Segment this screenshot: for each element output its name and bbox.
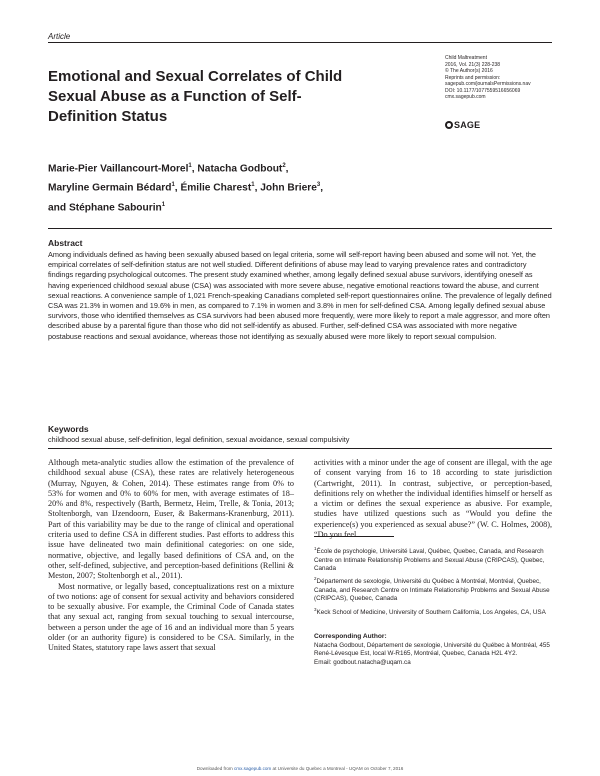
doi[interactable]: DOI: 10.1177/1077559516656069 — [445, 87, 521, 94]
body-paragraph: Most normative, or legally based, conceptualizations rest on a mixture of two notions: age of consent for sexual activity and behaviors considered to be sexually abusive. For example, the Criminal Code of Canada states that any sexual act, ranging from sexual touching to sexual intercourse, between a person under the age of 16 and an individual more than 5 years older (or an authority figure) is considered to be CSA. Similarly, in the United States, statutory rape laws assert that sexual — [48, 581, 294, 653]
download-link[interactable]: cmx.sagepub.com — [233, 766, 272, 771]
article-title: Emotional and Sexual Correlates of Child Sexual Abuse as a Function of Self-Definition Status — [48, 68, 343, 125]
author-affiliation-mark: 1 — [188, 163, 192, 169]
author-name: Maryline Germain Bédard — [48, 182, 172, 194]
author-name: and Stéphane Sabourin — [48, 202, 162, 214]
abstract-heading: Abstract — [48, 238, 83, 248]
corresponding-author-email[interactable]: Email: godbout.natacha@uqam.ca — [314, 658, 411, 666]
body-paragraph: Although meta-analytic studies allow the estimation of the prevalence of childhood sexual abuse (CSA), these rates are relatively heterogeneous (Murray, Nguyen, & Cohen, 2014). These estimates range from 0% to 53% for women and 0% to 60% for men, with average estimates of 18–20% and 8%, respectively (Barth, Bermetz, Heim, Trelle, & Tonia, 2013; Stoltenborgh, van IJzendoorn, Euser, & Bakermans-Kranenburg, 2011). Part of this variability may be due to the range of clinical and operational criteria used to define CSA in different studies. Past efforts to address this issue have delineated two main definitional categories: on one side, normative, objective, and legally based definitions of CSA and, on the other, self-defined, subjective, and perception-based definitions (Rellini & Meston, 2007; Stoltenborgh et al., 2011). — [48, 458, 294, 581]
author-name: Marie-Pier Vaillancourt-Morel — [48, 163, 189, 175]
affiliation-item: $^1$École de psychologie, Université Laval, Québec, Quebec, Canada, and Research Centre on Intimate Relationship Problems and Sexual Abuse (CRIPCAS), Quebec, Canada — [314, 546, 545, 572]
abstract-text: Among individuals defined as having been sexually abused based on legal criteria, some will self-report having been abused and some will not. Yet, the empirical correlates of self-definition status are not well studied. Different definitions of abuse may lead to varying prevalence rates and contradictory findings regarding psychological outcomes. The present study examined whether, among legally defined sexual abuse survivors, identifying oneself as having experienced childhood sexual abuse (CSA) was associated with more severe abuse, negative emotional reactions toward the abuse, and current sexual reactions. A convenience sample of 1,021 French-speaking Canadians completed self-report questionnaires online. The prevalence of legally defined CSA was 21.3% in women and 19.6% in men, as compared to 7.1% in women and 3.8% in men for self-defined CSA. Among legally defined sexual abuse survivors, those who identified themselves as CSA survivors had been abused more frequently, were more likely to report a male aggressor, and more often described abuse by a parental figure than those who did not self-identify as abused. Further, self-defined CSA was associated with more negative postabuse reactions and sexual avoidance, whereas those not identifying as sexually abused were more likely to report sexual compulsion. — [48, 250, 552, 341]
top-rule — [48, 42, 552, 43]
author-name: Natacha Godbout — [197, 163, 283, 175]
affiliation-item: $^2$Département de sexologie, Université du Québec à Montréal, Montréal, Quebec, Canada, and Research Centre on Intimate Relationship Problems and Sexual Abuse (CRIPCAS), Quebec, Canada — [314, 576, 550, 603]
body-column-right — [314, 458, 552, 540]
affiliations — [314, 545, 552, 619]
journal-site[interactable]: cmx.sagepub.com — [445, 94, 486, 100]
sage-logo-icon — [445, 121, 453, 129]
download-notice: Downloaded from cmx.sagepub.com at Universite du Quebec a Montreal - UQAM on October 7, 2016 — [196, 766, 404, 771]
author-name: Émilie Charest — [180, 182, 252, 194]
footnote-rule — [314, 536, 394, 537]
reprints: Reprints and permission: — [445, 74, 501, 81]
author-affiliation-mark: 1 — [251, 182, 255, 189]
divider — [48, 448, 552, 449]
author-affiliation-mark: 3 — [316, 182, 321, 189]
body-column-left — [48, 458, 294, 654]
corresponding-author-heading: Corresponding Author: — [314, 633, 387, 640]
keywords-heading: Keywords — [48, 424, 89, 434]
body-paragraph: activities with a minor under the age of consent are illegal, with the age of consent varying from 16 to 18 according to state jurisdiction (Cartwright, 2011). In contrast, subjective, or perception-based, definitions rely on whether the individual identifies himself or herself as a victim or defines the sexual experience as abusive. For example, studies have utilized questions such as “Would you define the experience(s) you experienced as sexual abuse?” (W. C. Holmes, 2008), “Do you feel — [314, 458, 552, 540]
sage-logo-text: SAGE — [454, 120, 481, 130]
keywords-text: childhood sexual abuse, self-definition, legal definition, sexual avoidance, sexual compulsivity — [48, 435, 350, 444]
journal-name: Child Maltreatment — [445, 55, 487, 61]
author-list: Marie-Pier Vaillancourt-Morel$^1$, Natacha Godbout$^2$, Maryline Germain Bédard$^1$, Émilie Charest$^1$, John Briere$^3$, and Stéphane Sabourin$^1$ — [48, 163, 324, 214]
corresponding-author — [314, 642, 552, 667]
divider — [48, 228, 552, 229]
author-affiliation-mark: 1 — [161, 201, 166, 208]
permissions-link[interactable]: sagepub.com/journalsPermissions.nav — [445, 81, 531, 87]
sage-logo — [445, 120, 480, 130]
corresponding-author-address: Natacha Godbout, Département de sexologie, Université du Québec à Montréal, 455 René-Lévesque Est, local W-R165, Montréal, Quebec, Canada H2L 4Y2. — [314, 642, 550, 658]
author-name: John Briere — [260, 182, 317, 194]
author-affiliation-mark: 1 — [171, 182, 175, 189]
article-label: Article — [48, 32, 71, 41]
journal-meta — [445, 55, 565, 101]
author-affiliation-mark: 2 — [282, 163, 286, 169]
volume-info: 2016, Vol. 21(3) 228-238 — [445, 61, 501, 68]
affiliation-item: $^3$Keck School of Medicine, University of Southern California, Los Angeles, CA, USA — [314, 606, 546, 616]
copyright: © The Author(s) 2016 — [445, 68, 493, 74]
